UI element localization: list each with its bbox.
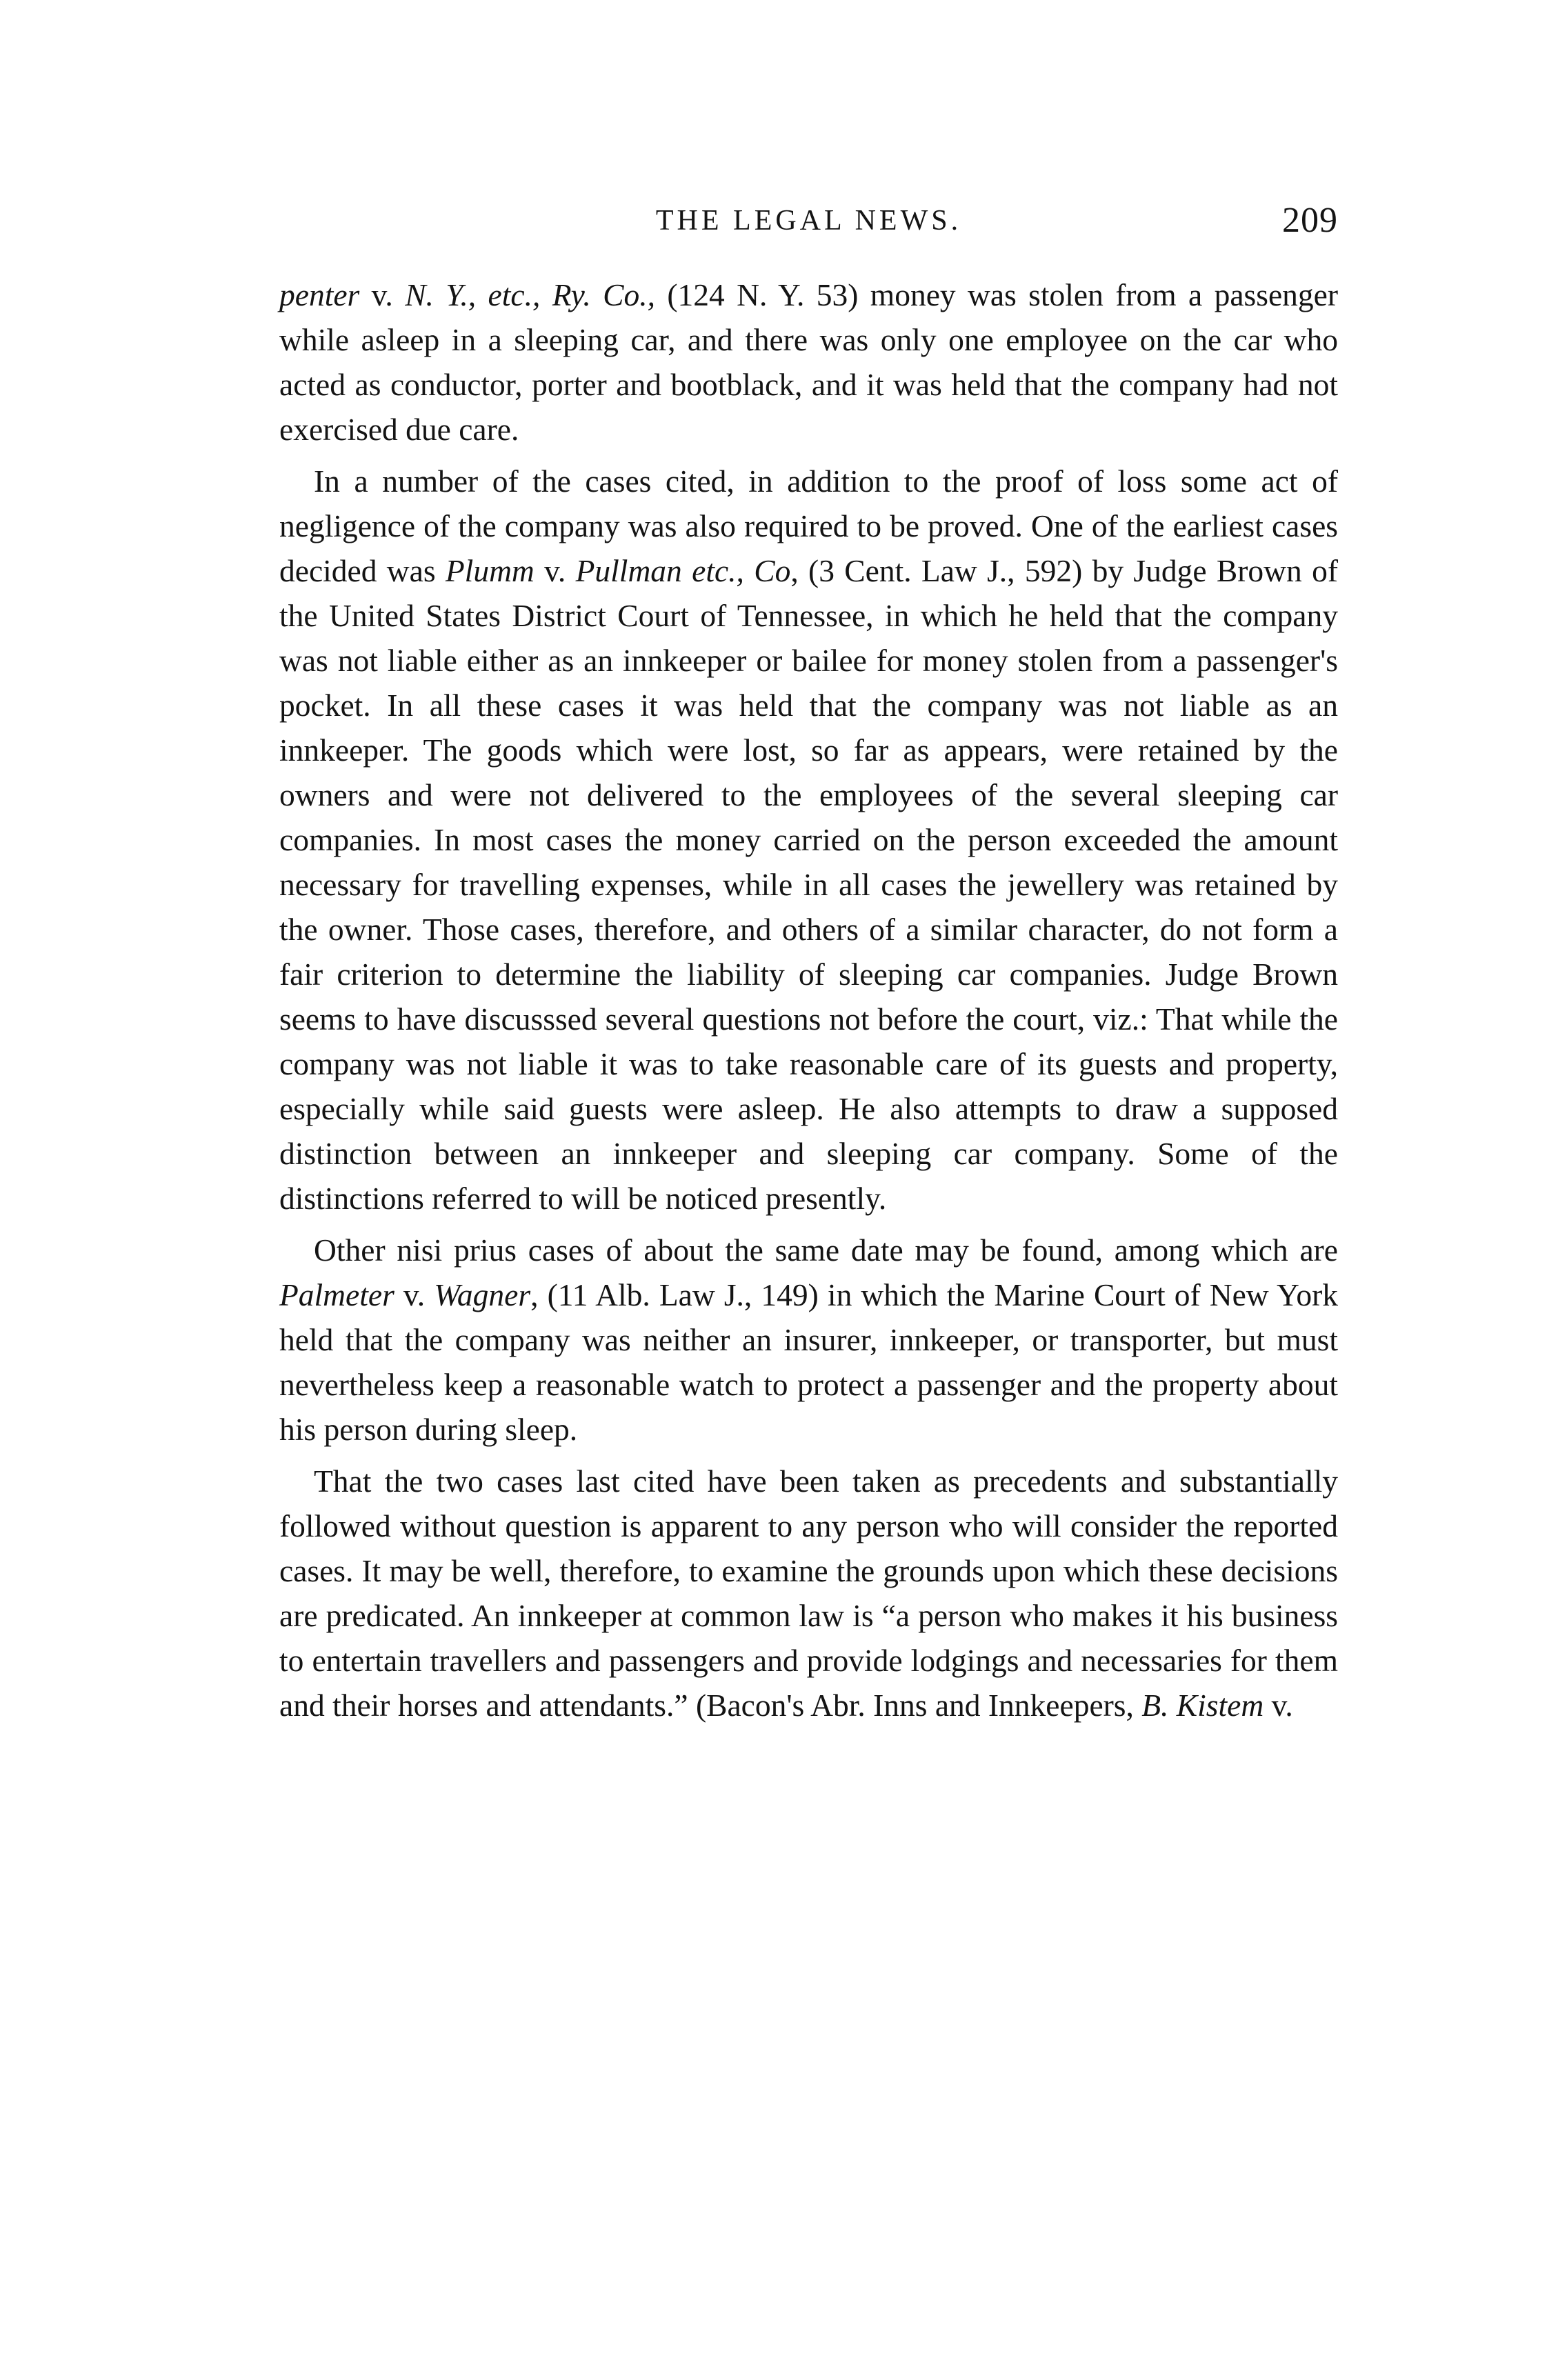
page-number: 209	[1282, 201, 1338, 240]
paragraph-1: penter v. N. Y., etc., Ry. Co., (124 N. Y. 53) money was stolen from a passenger while asleep in a sleeping car, and there was only one employee on the car who acted as conductor, porter and bootblack, and it was held that the company had not exercised due care.	[279, 277, 1339, 447]
body-text	[279, 272, 1338, 1734]
paragraph-2: In a number of the cases cited, in addition to the proof of loss some act of negligence of the company was also required to be proved. One of the earliest cases decided was Plumm v. Pullman etc., Co, (3 Cent. Law J., 592) by Judge Brown of the United States District Court of Tennessee, in which he held that the company was not liable either as an innkeeper or bailee for money stolen from a passenger's pocket. In all these cases it was held that the company was not liable as an innkeeper. The goods which were lost, so far as appears, were retained by the owners and were not delivered to the employees of the several sleeping car companies. In most cases the money carried on the person exceeded the amount necessary for travelling expenses, while in all cases the jewellery was retained by the owner. Those cases, therefore, and others of a similar character, do not form a fair criterion to determine the liability of sleeping car companies. Judge Brown seems to have discusssed several questions not before the court, viz.: That while the company was not liable it was to take reasonable care of its guests and property, especially while said guests were asleep. He also attempts to draw a supposed distinction between an innkeeper and sleeping car company. Some of the distinctions referred to will be noticed presently.	[279, 463, 1338, 1216]
running-title: THE LEGAL NEWS.	[655, 205, 962, 237]
paragraph-3: Other nisi prius cases of about the same date may be found, among which are Palmeter v. Wagner, (11 Alb. Law J., 149) in which the Marine Court of New York held that the company was neither an insurer, innkeeper, or transporter, but must nevertheless keep a reasonable watch to protect a passenger and the property about his person during sleep.	[279, 1232, 1339, 1447]
paragraph-4: That the two cases last cited have been taken as precedents and substantially followed without question is apparent to any person who will consider the reported cases. It may be well, therefore, to examine the grounds upon which these decisions are predicated. An innkeeper at common law is “a person who makes it his business to entertain travellers and passengers and provide lodgings and necessaries for them and their horses and attendants.” (Bacon's Abr. Inns and Innkeepers, B. Kistem v.	[279, 1463, 1338, 1723]
page-header	[279, 200, 1338, 255]
